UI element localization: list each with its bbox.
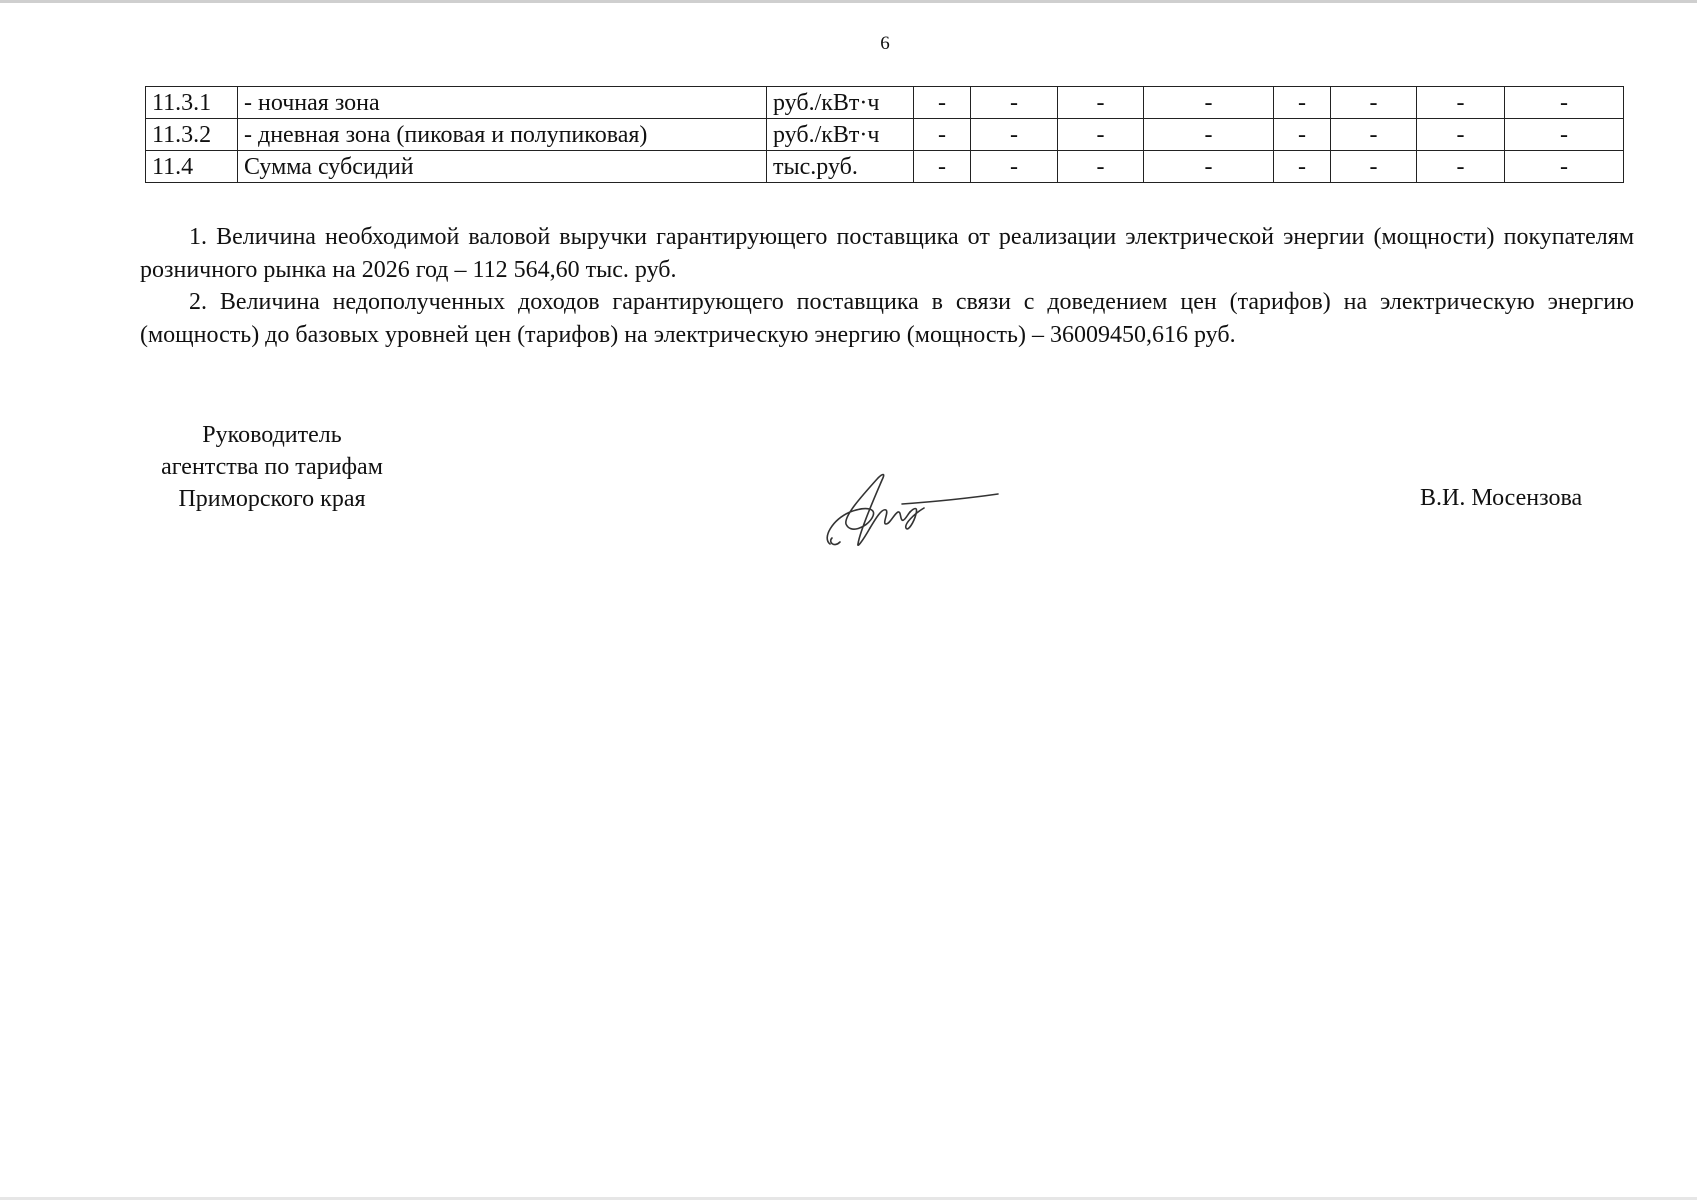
signature-stroke	[906, 508, 924, 529]
value-cell: -	[1274, 119, 1331, 151]
value-cell: -	[914, 87, 971, 119]
value-cell: -	[1331, 151, 1417, 183]
row-number-cell: 11.4	[146, 151, 238, 183]
value-cell: -	[1058, 119, 1144, 151]
value-cell: -	[1417, 87, 1505, 119]
row-name-cell: - ночная зона	[238, 87, 767, 119]
table-row	[146, 119, 1624, 151]
signature-stroke	[902, 494, 998, 504]
paragraph-gross-revenue: 1. Величина необходимой валовой выручки гарантирующего поставщика от реализации электрической энергии (мощности) покупателям розничного рынка на 2026 год – 112 564,60 тыс. руб.	[140, 224, 1634, 283]
row-name-cell: Сумма субсидий	[238, 151, 767, 183]
value-cell: -	[914, 119, 971, 151]
page-number: 6	[880, 33, 890, 54]
signature-stroke	[870, 510, 910, 528]
signer-name: В.И. Мосензова	[1420, 485, 1583, 511]
value-cell: -	[914, 151, 971, 183]
value-cell: -	[1144, 87, 1274, 119]
value-cell: -	[1144, 119, 1274, 151]
value-cell: -	[1274, 87, 1331, 119]
table-row	[146, 87, 1624, 119]
value-cell: -	[1144, 151, 1274, 183]
value-cell: -	[1417, 119, 1505, 151]
value-cell: -	[971, 119, 1058, 151]
value-cell: -	[1331, 87, 1417, 119]
value-cell: -	[971, 151, 1058, 183]
signer-position-line: Руководитель	[202, 422, 342, 448]
signer-position-line: Приморского края	[178, 486, 366, 512]
paragraph-lost-income: 2. Величина недополученных доходов гарантирующего поставщика в связи с доведением цен (тарифов) на электрическую энергию (мощность) до базовых уровней цен (тарифов) на электрическую энергию (мощность) – 36009450,616 руб.	[140, 289, 1634, 348]
signature-stroke	[827, 475, 883, 546]
value-cell: -	[1417, 151, 1505, 183]
value-cell: -	[971, 87, 1058, 119]
row-unit-cell: руб./кВт·ч	[767, 87, 914, 119]
signer-position	[132, 419, 412, 515]
top-scan-edge	[0, 0, 1697, 3]
value-cell: -	[1058, 151, 1144, 183]
value-cell: -	[1331, 119, 1417, 151]
row-number-cell: 11.3.2	[146, 119, 238, 151]
value-cell: -	[1058, 87, 1144, 119]
signer-position-line: агентства по тарифам	[161, 454, 383, 480]
value-cell: -	[1274, 151, 1331, 183]
row-unit-cell: руб./кВт·ч	[767, 119, 914, 151]
row-number-cell: 11.3.1	[146, 87, 238, 119]
table-row	[146, 151, 1624, 183]
signature-stroke	[831, 538, 840, 545]
row-name-cell: - дневная зона (пиковая и полупиковая)	[238, 119, 767, 151]
body-text	[140, 221, 1634, 351]
value-cell: -	[1505, 119, 1624, 151]
value-cell: -	[1505, 151, 1624, 183]
value-cell: -	[1505, 87, 1624, 119]
handwritten-signature	[820, 468, 1005, 550]
tariff-table	[145, 86, 1624, 183]
row-unit-cell: тыс.руб.	[767, 151, 914, 183]
